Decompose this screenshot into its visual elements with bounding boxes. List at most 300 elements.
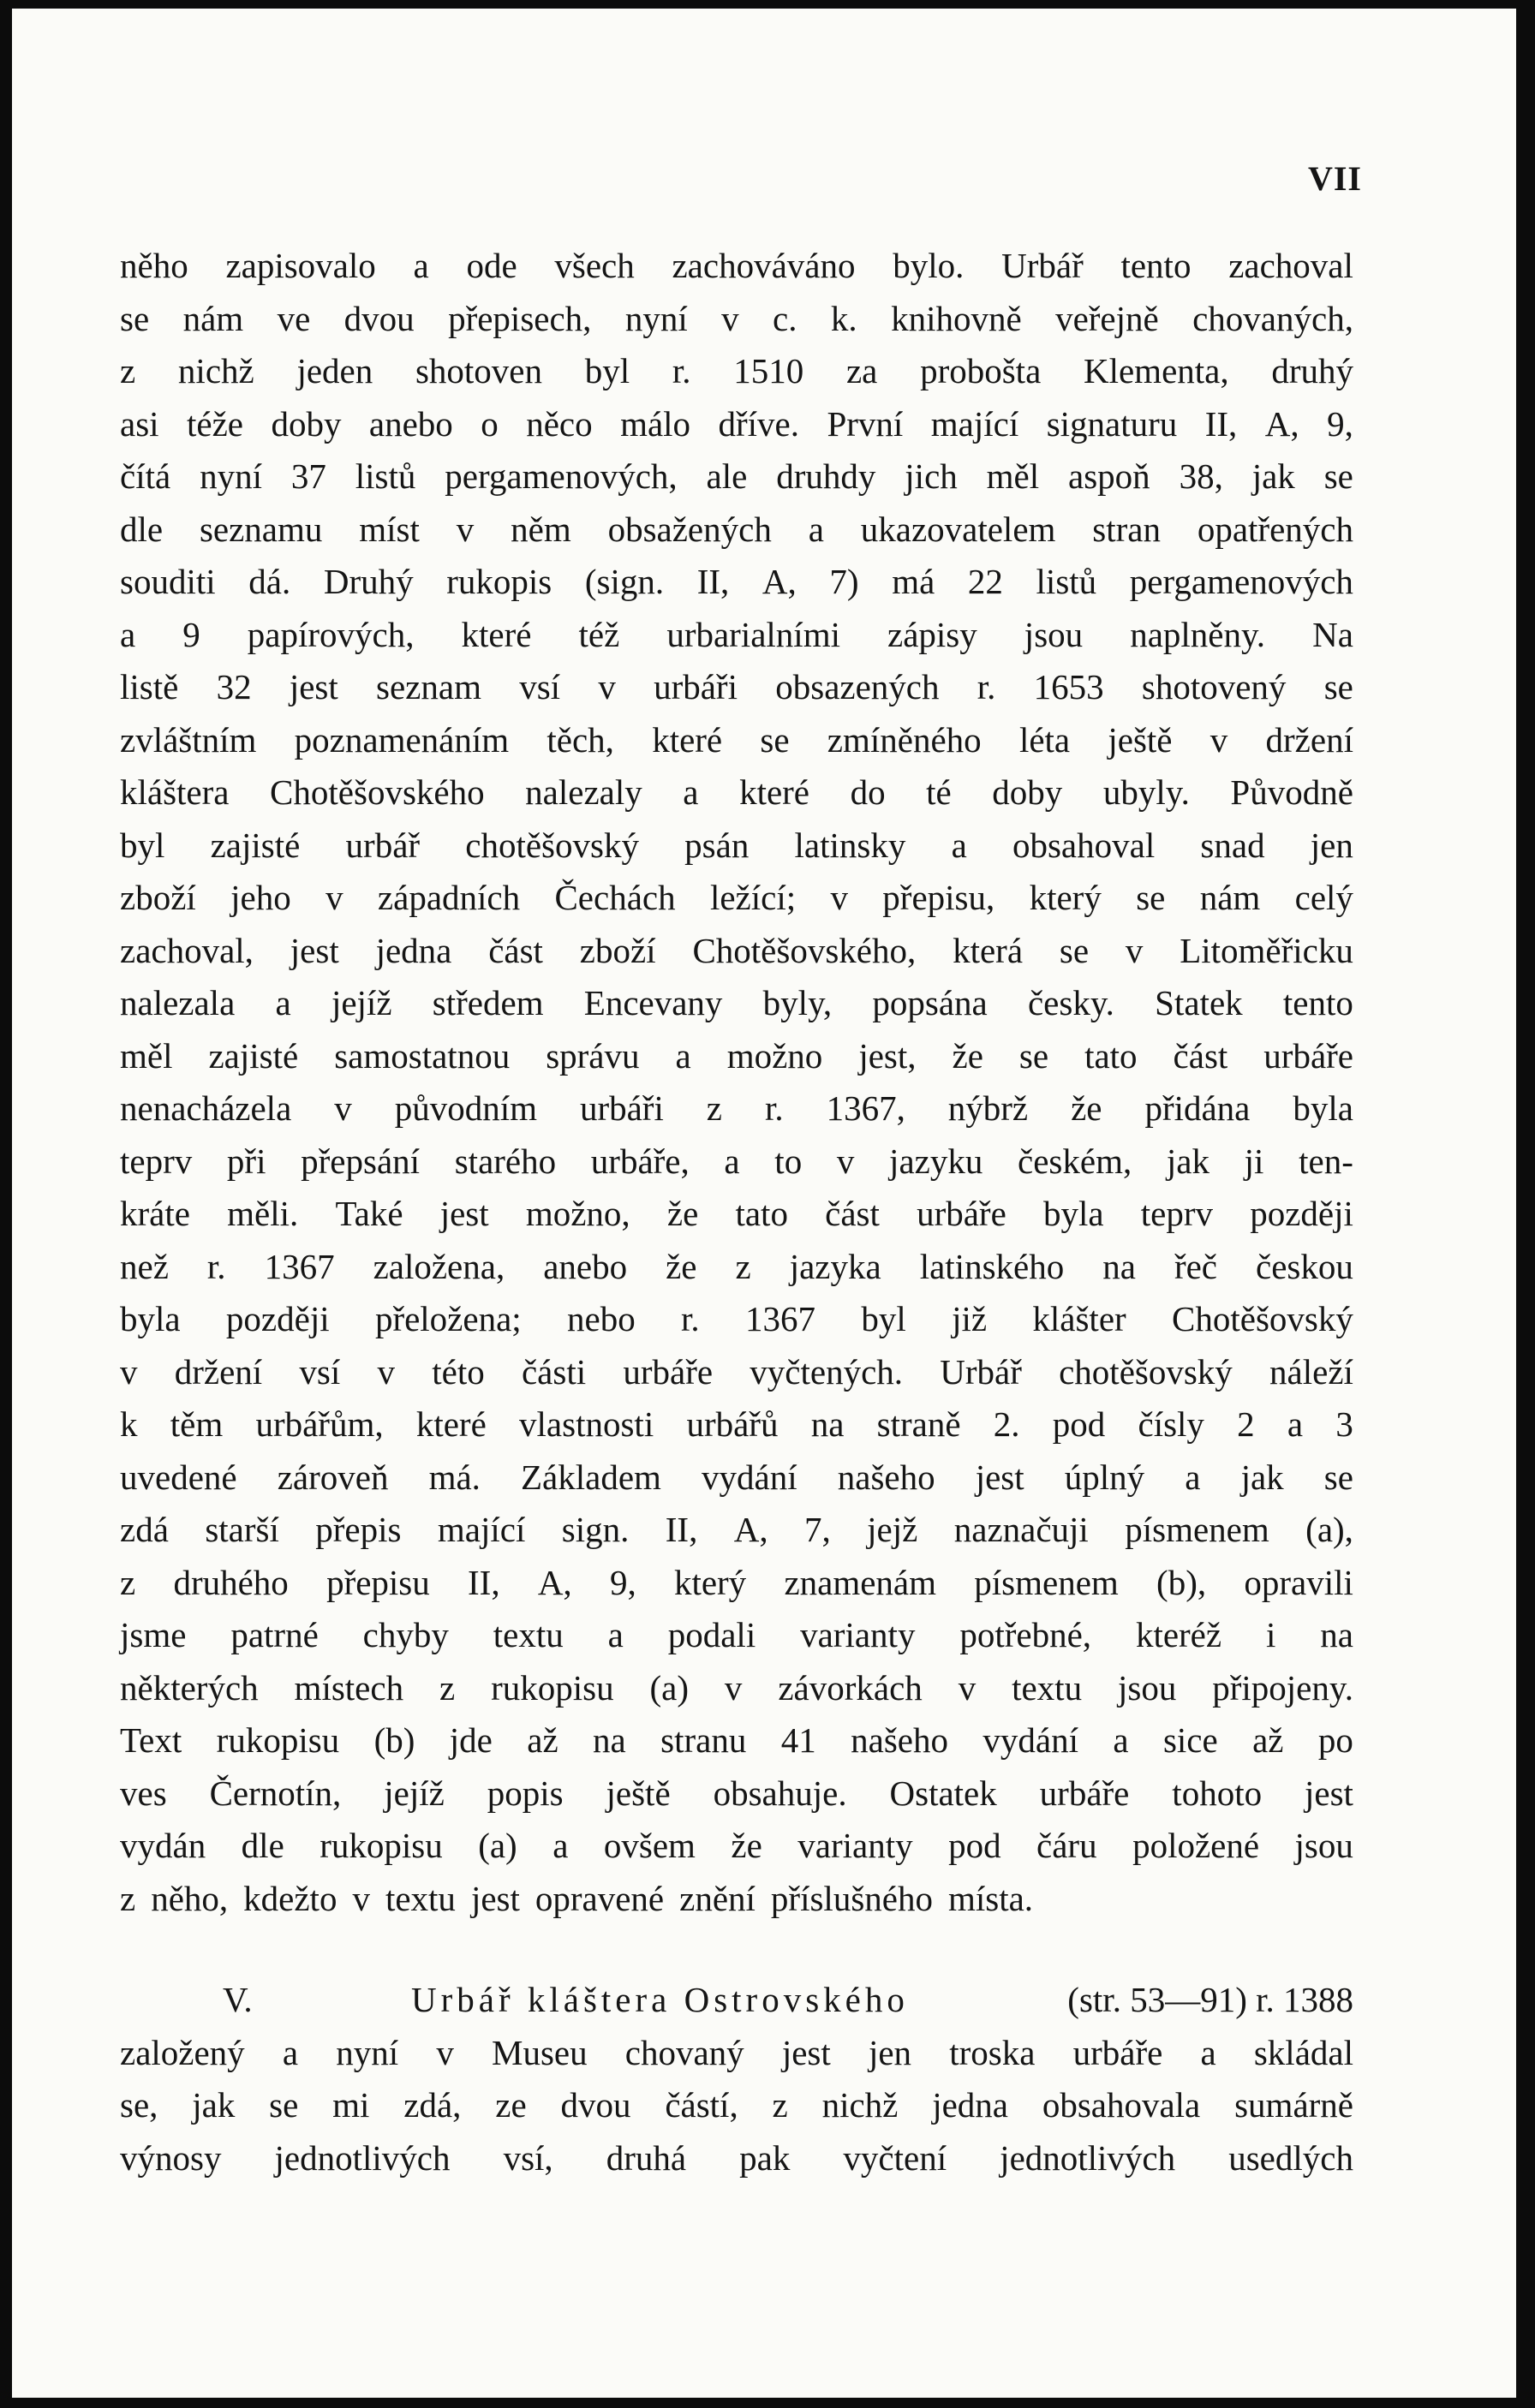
word: vydán bbox=[120, 1826, 206, 1865]
word: nenacházela bbox=[120, 1088, 292, 1128]
word: že bbox=[666, 1246, 697, 1286]
section-heading-line bbox=[120, 1974, 1353, 2027]
word: shotovený bbox=[1141, 667, 1287, 706]
word: na bbox=[1102, 1246, 1136, 1286]
word: zachováváno bbox=[672, 246, 856, 285]
word: příslušného bbox=[770, 1878, 933, 1918]
word: pod bbox=[948, 1826, 1001, 1865]
word: též bbox=[578, 614, 620, 654]
word: Také bbox=[335, 1194, 403, 1233]
word: zdá, bbox=[403, 2085, 462, 2125]
text-line bbox=[120, 1346, 1353, 1399]
word: závorkách bbox=[778, 1667, 923, 1708]
word: kteréž bbox=[1135, 1615, 1222, 1654]
word: ukazovatelem bbox=[860, 509, 1056, 549]
word: a bbox=[1185, 1457, 1201, 1497]
word: později bbox=[1250, 1194, 1353, 1233]
word: všech bbox=[554, 246, 635, 285]
word: českou bbox=[1256, 1246, 1353, 1286]
word: dvou bbox=[343, 298, 415, 338]
word: se bbox=[120, 298, 150, 338]
word: jednotlivých bbox=[274, 2137, 451, 2178]
word: kdežto bbox=[243, 1878, 337, 1918]
word: těch, bbox=[547, 719, 614, 760]
word: teprv bbox=[1140, 1194, 1213, 1233]
word: chotěšovský bbox=[465, 825, 639, 865]
text-line bbox=[120, 345, 1353, 398]
word: listů bbox=[1036, 562, 1097, 601]
word: a bbox=[724, 1141, 740, 1181]
word: starého bbox=[454, 1141, 557, 1181]
body-paragraph bbox=[120, 240, 1353, 1925]
word: který bbox=[1029, 878, 1102, 917]
word: byl bbox=[120, 825, 165, 865]
text-line bbox=[120, 556, 1353, 609]
word: na bbox=[1320, 1615, 1353, 1654]
word: v bbox=[836, 1141, 855, 1181]
scan-border-left bbox=[0, 0, 12, 2408]
word: byla bbox=[1042, 1194, 1104, 1233]
word: II, bbox=[1204, 403, 1238, 444]
word: částí, bbox=[665, 2085, 738, 2125]
word: jde bbox=[449, 1720, 493, 1760]
word: přepsání bbox=[301, 1141, 421, 1181]
word: jejž bbox=[867, 1510, 918, 1549]
word: chyby bbox=[362, 1615, 449, 1654]
word: pod bbox=[1052, 1404, 1106, 1444]
word: míst bbox=[359, 509, 420, 549]
word: (a) bbox=[478, 1826, 517, 1865]
word: nyní bbox=[200, 456, 262, 496]
word: Urbář bbox=[940, 1351, 1022, 1392]
word: a bbox=[282, 2032, 299, 2072]
word: pergamenových bbox=[1129, 562, 1353, 601]
word: byla bbox=[1293, 1088, 1353, 1128]
word: bylo. bbox=[893, 246, 965, 285]
word: jak bbox=[192, 2085, 236, 2125]
word: které bbox=[652, 719, 723, 760]
word: část bbox=[488, 930, 543, 970]
word: obsahovala bbox=[1042, 2085, 1201, 2125]
word: Černotín, bbox=[209, 1773, 342, 1813]
word: II, bbox=[468, 1562, 500, 1602]
word: nám bbox=[1199, 878, 1261, 917]
word: obsahuje. bbox=[713, 1773, 847, 1813]
word: že bbox=[666, 1194, 699, 1233]
word: z bbox=[439, 1667, 456, 1708]
text-line bbox=[120, 1451, 1353, 1505]
word: stranu bbox=[660, 1720, 747, 1760]
word: 2. bbox=[993, 1404, 1020, 1444]
word: zároveň bbox=[277, 1457, 389, 1497]
word: jazyku bbox=[889, 1141, 983, 1181]
word: ves bbox=[120, 1773, 167, 1813]
word: se bbox=[760, 719, 790, 760]
word: českém, bbox=[1018, 1141, 1132, 1181]
word: se bbox=[1323, 667, 1353, 706]
word: místech bbox=[294, 1667, 404, 1708]
word: První bbox=[827, 403, 904, 444]
word: jak bbox=[1166, 1141, 1209, 1181]
word: shotoven bbox=[415, 351, 542, 390]
word: Text bbox=[120, 1720, 182, 1760]
word: nichž bbox=[821, 2085, 899, 2125]
word: jsou bbox=[1294, 1826, 1353, 1865]
word: A, bbox=[762, 562, 797, 601]
word: v bbox=[326, 878, 343, 917]
word: Základem bbox=[521, 1457, 661, 1497]
word: asi bbox=[120, 403, 159, 444]
word: jest bbox=[439, 1194, 489, 1233]
word: seznam bbox=[376, 667, 481, 706]
word: jejíž bbox=[384, 1773, 445, 1813]
word: dá. bbox=[248, 562, 291, 601]
word: rukopisu bbox=[320, 1826, 443, 1865]
section-v bbox=[120, 1974, 1353, 2184]
text-line bbox=[120, 1188, 1353, 1241]
word: signaturu bbox=[1046, 403, 1178, 444]
word: jest bbox=[781, 2032, 831, 2072]
word: II, bbox=[696, 562, 730, 601]
text-line bbox=[120, 977, 1353, 1030]
word: pak bbox=[739, 2137, 791, 2178]
word: starší bbox=[205, 1510, 279, 1549]
word: Chotěšovský bbox=[1172, 1299, 1353, 1338]
word: uvedené bbox=[120, 1457, 237, 1497]
word: přepisu bbox=[326, 1562, 430, 1602]
word: Na bbox=[1312, 614, 1353, 654]
word: zapisovalo bbox=[225, 246, 376, 285]
text-line bbox=[120, 714, 1353, 767]
word: Ostatek bbox=[889, 1773, 997, 1813]
word: části bbox=[521, 1351, 587, 1392]
word: latinsky bbox=[794, 825, 906, 865]
text-line bbox=[120, 240, 1353, 293]
word: urbáře, bbox=[590, 1141, 690, 1181]
word: jsou bbox=[1117, 1667, 1177, 1708]
word: ještě bbox=[606, 1773, 671, 1813]
word: podali bbox=[667, 1615, 756, 1654]
word: dříve. bbox=[718, 403, 799, 444]
word: textu bbox=[1012, 1667, 1083, 1708]
text-line bbox=[120, 1820, 1353, 1873]
word: nyní bbox=[624, 298, 688, 338]
word: ve bbox=[277, 298, 311, 338]
word: textu bbox=[493, 1615, 564, 1654]
word: rukopisu bbox=[216, 1720, 340, 1760]
word: zboží bbox=[579, 930, 656, 970]
text-line bbox=[120, 1241, 1353, 1294]
word: potřebné, bbox=[959, 1615, 1092, 1654]
word: nýbrž bbox=[947, 1088, 1029, 1128]
scan-border-right bbox=[1516, 0, 1535, 2408]
word: z bbox=[706, 1088, 722, 1128]
word: středem bbox=[432, 983, 544, 1022]
word: k. bbox=[830, 298, 857, 338]
word: (a) bbox=[649, 1667, 690, 1708]
word: A, bbox=[733, 1510, 768, 1549]
word: málo bbox=[620, 403, 691, 444]
word: poznamenáním bbox=[294, 719, 510, 760]
word: založena, bbox=[373, 1246, 505, 1286]
word: se bbox=[1323, 456, 1353, 496]
word: 7, bbox=[804, 1510, 831, 1549]
word: doby bbox=[271, 403, 342, 444]
word: vsí, bbox=[503, 2137, 553, 2178]
section-heading-rest: (str. 53—91) r. 1388 bbox=[1067, 1980, 1353, 2019]
text-line bbox=[120, 1135, 1353, 1189]
word: usedlých bbox=[1228, 2137, 1353, 2178]
word: varianty bbox=[797, 1826, 913, 1865]
word: později bbox=[225, 1299, 330, 1338]
word: chotěšovský bbox=[1059, 1351, 1233, 1392]
word: sumárně bbox=[1234, 2085, 1353, 2125]
word: rukopis bbox=[446, 562, 552, 601]
word: v bbox=[958, 1667, 977, 1708]
word: tento bbox=[1120, 246, 1192, 285]
word: 7) bbox=[829, 562, 859, 601]
text-line bbox=[120, 609, 1353, 662]
word: urbáře bbox=[623, 1351, 714, 1392]
word: a bbox=[1113, 1720, 1129, 1760]
word: 41 bbox=[780, 1720, 816, 1760]
word: se bbox=[1018, 1035, 1049, 1076]
word: urbáři bbox=[579, 1088, 664, 1128]
word: v bbox=[120, 1351, 138, 1392]
word: varianty bbox=[800, 1615, 916, 1654]
word: opatřených bbox=[1197, 509, 1353, 549]
word: zdá bbox=[120, 1510, 169, 1549]
word: Statek bbox=[1155, 983, 1243, 1022]
word: naplněny. bbox=[1130, 614, 1266, 654]
word: ten- bbox=[1299, 1141, 1353, 1181]
word: knihovně bbox=[891, 298, 1022, 338]
word: jejíž bbox=[331, 983, 392, 1022]
word: držení bbox=[174, 1351, 263, 1392]
word: držení bbox=[1265, 719, 1353, 760]
word: Litoměřicku bbox=[1180, 930, 1353, 970]
word: Encevany bbox=[583, 983, 723, 1022]
page-number: VII bbox=[1307, 159, 1362, 198]
word: má. bbox=[428, 1457, 481, 1497]
text-line bbox=[120, 820, 1353, 873]
word: jen bbox=[868, 2032, 912, 2072]
word: jich bbox=[905, 456, 958, 496]
text-line bbox=[120, 1504, 1353, 1557]
word: vyčtených. bbox=[750, 1351, 904, 1392]
word: možno bbox=[726, 1035, 823, 1076]
word: vsí bbox=[519, 667, 561, 706]
word: ubyly. bbox=[1102, 772, 1190, 812]
word: v bbox=[456, 509, 475, 549]
word: jest bbox=[289, 667, 338, 706]
word: a bbox=[683, 772, 699, 812]
word: urbarialními bbox=[666, 614, 840, 654]
word: snad bbox=[1200, 825, 1265, 865]
word: než bbox=[120, 1246, 169, 1286]
word: veřejně bbox=[1055, 298, 1159, 338]
word: jest bbox=[470, 1878, 520, 1918]
text-line bbox=[120, 1873, 1353, 1926]
text-line bbox=[120, 661, 1353, 714]
word: pergamenových, bbox=[445, 456, 678, 496]
word: byla bbox=[120, 1299, 181, 1338]
word: jest, bbox=[858, 1035, 917, 1076]
word: měl bbox=[120, 1035, 173, 1076]
word: jeho bbox=[230, 878, 291, 917]
text-line bbox=[120, 1662, 1353, 1715]
word: že bbox=[731, 1826, 762, 1865]
word: v bbox=[830, 878, 848, 917]
word: k bbox=[120, 1404, 138, 1444]
word: téže bbox=[187, 403, 243, 444]
word: se bbox=[1059, 930, 1090, 970]
word: textu bbox=[385, 1878, 456, 1918]
word: urbáře bbox=[1263, 1035, 1353, 1076]
word: vyčtení bbox=[843, 2137, 947, 2178]
word: našeho bbox=[851, 1720, 948, 1760]
word: dvou bbox=[560, 2085, 631, 2125]
word: náleží bbox=[1269, 1351, 1353, 1392]
word: Museu bbox=[491, 2032, 588, 2072]
word: papírových, bbox=[247, 614, 415, 654]
word: znění bbox=[679, 1878, 756, 1918]
word: obsahoval bbox=[1012, 825, 1156, 865]
word: jak bbox=[1251, 456, 1295, 496]
word: má bbox=[892, 562, 935, 601]
section-paragraph bbox=[120, 2027, 1353, 2185]
word: naznačuji bbox=[953, 1510, 1089, 1549]
word: popis bbox=[487, 1773, 564, 1813]
word: a bbox=[413, 246, 429, 285]
word: tohoto bbox=[1172, 1773, 1263, 1813]
word: vydání bbox=[983, 1720, 1078, 1760]
word: vydání bbox=[702, 1457, 797, 1497]
word: 1367, bbox=[826, 1088, 905, 1128]
word: opravili bbox=[1244, 1562, 1353, 1602]
word: o bbox=[481, 403, 499, 444]
word: v bbox=[352, 1878, 370, 1918]
word: původním bbox=[394, 1088, 537, 1128]
word: tato bbox=[735, 1194, 788, 1233]
word: při bbox=[226, 1141, 266, 1181]
text-line bbox=[120, 766, 1353, 820]
word: listě bbox=[120, 667, 179, 706]
word: v bbox=[598, 667, 616, 706]
word: ji bbox=[1244, 1141, 1264, 1181]
word: jednotlivých bbox=[1000, 2137, 1176, 2178]
word: z bbox=[120, 1562, 136, 1602]
word: Chotěšovského, bbox=[692, 930, 917, 970]
scan-border-top bbox=[0, 0, 1535, 9]
word: v bbox=[377, 1351, 396, 1392]
word: se bbox=[1323, 1457, 1353, 1497]
word: sign. bbox=[561, 1510, 630, 1549]
word: ze bbox=[495, 2085, 527, 2125]
word: Čechách bbox=[554, 878, 676, 917]
word: za bbox=[845, 351, 878, 390]
word: Druhý bbox=[323, 562, 414, 601]
word: nalezaly bbox=[525, 772, 642, 812]
word: urbářů bbox=[686, 1404, 779, 1444]
word: anebo bbox=[543, 1246, 628, 1286]
word: druhý bbox=[1271, 351, 1353, 390]
word: a bbox=[951, 825, 967, 865]
word: kláštera bbox=[120, 772, 230, 812]
word: vlastnosti bbox=[519, 1404, 654, 1444]
word: přepisech, bbox=[448, 298, 592, 338]
word: 1367 bbox=[745, 1299, 816, 1338]
word: v bbox=[1209, 719, 1228, 760]
word: patrné bbox=[230, 1615, 319, 1654]
word: dle bbox=[241, 1826, 284, 1865]
word: zajisté bbox=[210, 825, 301, 865]
word: chovaný bbox=[624, 2032, 744, 2072]
word: 22 bbox=[967, 562, 1003, 601]
word: 1367 bbox=[264, 1246, 335, 1286]
text-line bbox=[120, 2079, 1353, 2132]
text-line bbox=[120, 2132, 1353, 2185]
word: jedna bbox=[932, 2085, 1008, 2125]
word: část bbox=[1173, 1035, 1228, 1076]
word: tato bbox=[1084, 1035, 1138, 1076]
word: mající bbox=[930, 403, 1019, 444]
word: a bbox=[275, 983, 291, 1022]
section-heading-title: Urbář kláštera Ostrovského bbox=[411, 1980, 909, 2019]
word: v bbox=[436, 2032, 454, 2072]
word: r. bbox=[681, 1299, 700, 1338]
word: skládal bbox=[1253, 2032, 1353, 2072]
text-line bbox=[120, 2027, 1353, 2080]
word: měli. bbox=[227, 1194, 299, 1233]
text-line bbox=[120, 872, 1353, 925]
word: čísly bbox=[1138, 1404, 1204, 1444]
word: až bbox=[1252, 1720, 1284, 1760]
word: (b) bbox=[373, 1720, 415, 1760]
word: měl bbox=[986, 456, 1040, 496]
word: zajisté bbox=[208, 1035, 299, 1076]
text-line bbox=[120, 1767, 1353, 1821]
word: jest bbox=[975, 1457, 1024, 1497]
word: a bbox=[1200, 2032, 1216, 2072]
word: v bbox=[721, 298, 739, 338]
word: A, bbox=[1264, 403, 1299, 444]
word: Chotěšovského bbox=[270, 772, 485, 812]
word: r. bbox=[977, 667, 996, 706]
word: urbářům, bbox=[255, 1404, 384, 1444]
word: 9, bbox=[1327, 403, 1353, 444]
word: které bbox=[739, 772, 810, 812]
word: r. bbox=[672, 351, 691, 390]
word: něho, bbox=[151, 1878, 229, 1918]
text-line bbox=[120, 1293, 1353, 1346]
word: rukopisu bbox=[491, 1667, 614, 1708]
text-line bbox=[120, 1714, 1353, 1767]
word: řeč bbox=[1174, 1246, 1217, 1286]
word: 9, bbox=[609, 1562, 636, 1602]
word: ovšem bbox=[603, 1826, 696, 1865]
word: některých bbox=[120, 1667, 259, 1708]
scan-border-bottom bbox=[0, 2398, 1535, 2408]
word: Klementa, bbox=[1083, 351, 1229, 390]
word: česky. bbox=[1027, 983, 1114, 1022]
word: té bbox=[926, 772, 952, 812]
word: zvláštním bbox=[120, 719, 257, 760]
word: zboží bbox=[120, 878, 196, 917]
word: jsme bbox=[120, 1615, 187, 1654]
word: a bbox=[552, 1826, 569, 1865]
word: místa. bbox=[947, 1878, 1034, 1918]
